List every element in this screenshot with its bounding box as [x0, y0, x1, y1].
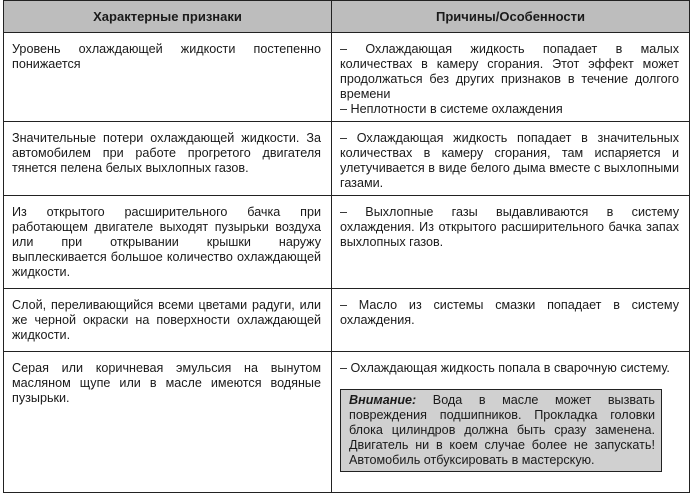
cause-cell	[332, 122, 690, 196]
sign-cell: Значительные потери охлаждающей жидкости. За автомобилем при работе прогретого двигателя тянется пелена белых выхлопных газов.	[4, 122, 332, 196]
cause-text: – Охлаждающая жидкость попадает в значительных количествах в камеру сгорания, там испаряется и улетучивается в виде белого дыма вместе с выхлопными газами.	[340, 131, 679, 190]
warning-text: Вода в масле может вызвать повреждения подшипников. Прокладка головки блока цилиндров должна быть сразу заменена. Двигатель ни в коем случае более не запускать! Автомобиль отбуксировать в мастерскую.	[349, 393, 655, 467]
sign-cell: Слой, переливающийся всеми цветами радуги, или же черной окраски на поверхности охлаждающей жидкости.	[4, 289, 332, 352]
sign-cell: Уровень охлаждающей жидкости постепенно понижается	[4, 33, 332, 122]
table-row	[4, 33, 690, 122]
table-row	[4, 196, 690, 289]
table-header-row	[4, 1, 690, 33]
cause-text: – Масло из системы смазки попадает в систему охлаждения.	[340, 298, 679, 327]
cause-cell	[332, 33, 690, 122]
warning-note	[340, 389, 662, 472]
cause-text: – Охлаждающая жидкость попадает в малых количествах в камеру сгорания. Этот эффект может продолжаться без других признаков в течение долгого времени	[340, 42, 679, 101]
header-signs: Характерные признаки	[4, 1, 332, 33]
cause-text: – Неплотности в системе охлаждения	[340, 102, 563, 116]
table-row	[4, 289, 690, 352]
sign-cell: Серая или коричневая эмульсия на вынутом масляном щупе или в масле имеются водяные пузырьки.	[4, 352, 332, 493]
table-row	[4, 352, 690, 493]
table-row	[4, 122, 690, 196]
cause-cell	[332, 352, 690, 493]
sign-cell: Из открытого расширительного бачка при работающем двигателе выходят пузырьки воздуха или при открывании крышки наружу выплескивается большое количество охлаждающей жидкости.	[4, 196, 332, 289]
cause-cell	[332, 289, 690, 352]
diagnostics-table	[3, 0, 690, 493]
cause-text: – Выхлопные газы выдавливаются в систему охлаждения. Из открытого расширительного бачка запах выхлопных газов.	[340, 205, 679, 249]
warning-label: Внимание:	[349, 393, 417, 407]
cause-cell	[332, 196, 690, 289]
header-causes: Причины/Особенности	[332, 1, 690, 33]
cause-text: – Охлаждающая жидкость попала в сварочную систему.	[340, 361, 670, 375]
